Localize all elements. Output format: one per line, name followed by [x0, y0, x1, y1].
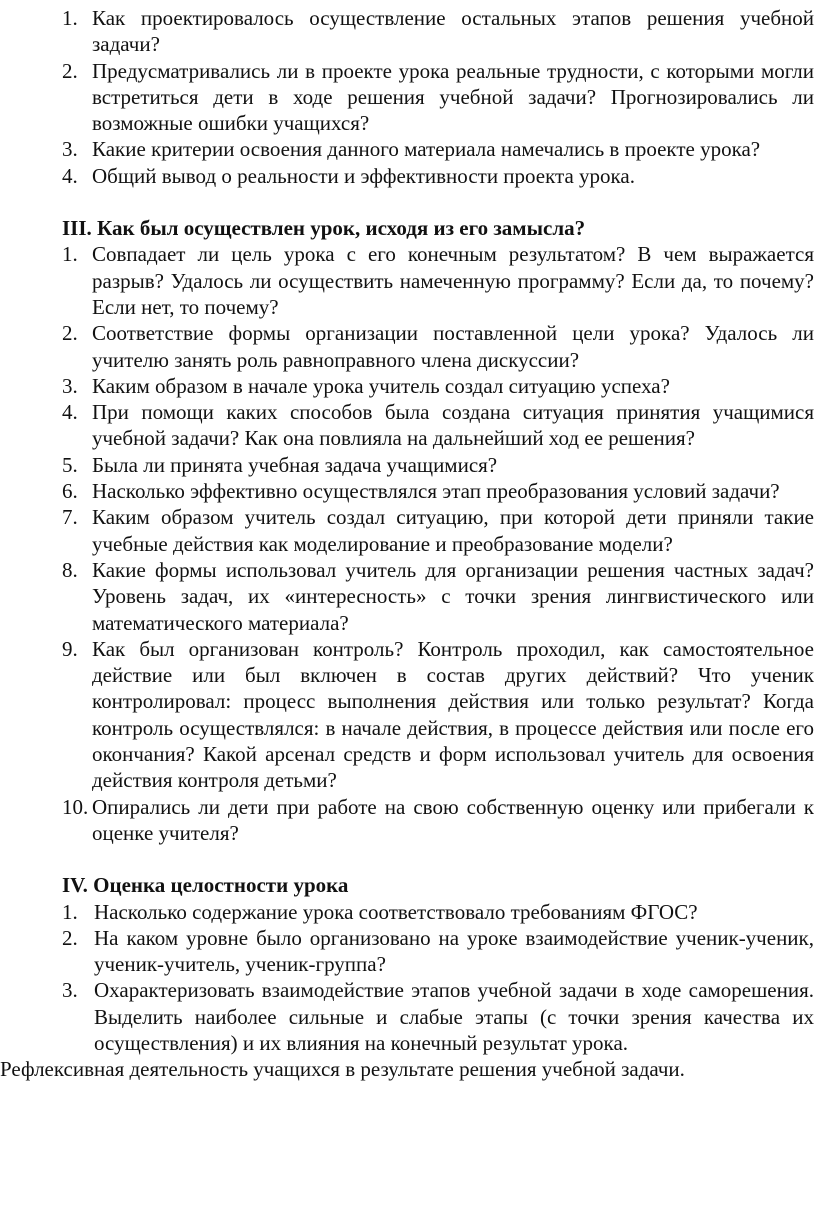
item-number: 1.: [62, 242, 78, 267]
list-item: [0, 136, 816, 162]
item-number: 4.: [62, 163, 78, 188]
list-item: [0, 977, 816, 1056]
section-4-list: [0, 899, 816, 1057]
item-number: 2.: [62, 321, 78, 346]
footer-text: Рефлексивная деятельность учащихся в результате решения учебной задачи.: [0, 1057, 685, 1082]
item-number: 3.: [62, 137, 78, 162]
list-item: [0, 373, 816, 399]
item-number: 9.: [62, 636, 78, 661]
item-text: Опирались ли дети при работе на свою собственную оценку или прибегали к оценке учителя?: [92, 794, 814, 845]
item-text: Общий вывод о реальности и эффективности проекта урока.: [92, 163, 636, 188]
list-item: [0, 5, 816, 58]
item-text: При помощи каких способов была создана ситуация принятия учащимися учебной задачи? Как она повлияла на дальнейший ход ее решения?: [92, 400, 814, 451]
item-text: Какие формы использовал учитель для организации решения частных задач? Уровень задач, их «интересность» с точки зрения лингвистического или математического материала?: [92, 557, 814, 635]
list-item: [0, 478, 816, 504]
item-text: На каком уровне было организовано на уроке взаимодействие ученик-ученик, ученик-учитель, ученик-группа?: [94, 925, 814, 977]
list-item: [0, 163, 816, 189]
section-3-heading: III. Как был осуществлен урок, исходя из его замысла?: [62, 216, 586, 241]
item-text: Была ли принята учебная задача учащимися?: [92, 452, 498, 477]
section-4-heading: IV. Оценка целостности урока: [62, 873, 349, 898]
item-text: Каким образом учитель создал ситуацию, при которой дети приняли такие учебные действия как моделирование и преобразование модели?: [92, 505, 814, 556]
item-number: 10.: [62, 794, 89, 819]
list-item: [0, 899, 816, 925]
item-number: 1.: [62, 6, 78, 30]
item-number: 2.: [62, 925, 78, 950]
item-text: Охарактеризовать взаимодействие этапов учебной задачи в ходе саморешения. Выделить наиболее сильные и слабые этапы (с точки зрения качества их осуществления) и их влияния на конечный результат урока.: [94, 978, 814, 1055]
item-number: 1.: [62, 899, 78, 924]
section-3-list: [0, 241, 816, 846]
document-body: [0, 5, 816, 1083]
list-item: [0, 794, 816, 847]
item-text: Какие критерии освоения данного материала намечались в проекте урока?: [92, 137, 761, 162]
list-item: [0, 925, 816, 978]
list-item: [0, 320, 816, 373]
item-text: Каким образом в начале урока учитель создал ситуацию успеха?: [92, 373, 670, 398]
item-number: 3.: [62, 978, 78, 1003]
list-item: [0, 452, 816, 478]
item-number: 5.: [62, 452, 78, 477]
item-text: Как был организован контроль? Контроль проходил, как самостоятельное действие или был включен в состав других действий? Что ученик контролировал: процесс выполнения действия или только результат? Когда контроль осуществлялся: в начале действия, в процессе действия или после его окончания? Какой арсенал средств и форм использовал учитель для освоения действия контроля детьми?: [92, 636, 814, 793]
list-item: [0, 504, 816, 557]
item-number: 8.: [62, 557, 78, 582]
list-item: [0, 636, 816, 794]
item-number: 3.: [62, 373, 78, 398]
item-number: 2.: [62, 58, 78, 83]
item-text: Соответствие формы организации поставленной цели урока? Удалось ли учителю занять роль равноправного члена дискуссии?: [92, 321, 814, 372]
item-text: Совпадает ли цель урока с его конечным результатом? В чем выражается разрыв? Удалось ли осуществить намеченную программу? Если да, то почему? Если нет, то почему?: [92, 242, 814, 319]
list-item: [0, 557, 816, 636]
section-prev-list: [0, 5, 816, 189]
item-number: 6.: [62, 479, 78, 504]
list-item: [0, 241, 816, 320]
item-number: 7.: [62, 505, 78, 530]
item-text: Насколько эффективно осуществлялся этап преобразования условий задачи?: [92, 479, 780, 504]
list-item: [0, 399, 816, 452]
list-item: [0, 58, 816, 137]
item-text: Предусматривались ли в проекте урока реальные трудности, с которыми могли встретиться дети в ходе решения учебной задачи? Прогнозировались ли возможные ошибки учащихся?: [92, 58, 814, 136]
item-text: Насколько содержание урока соответствовало требованиям ФГОС?: [94, 899, 698, 924]
item-number: 4.: [62, 400, 78, 425]
item-text: Как проектировалось осуществление остальных этапов решения учебной задачи?: [92, 6, 814, 57]
spacer: [0, 189, 816, 215]
spacer: [0, 846, 816, 872]
